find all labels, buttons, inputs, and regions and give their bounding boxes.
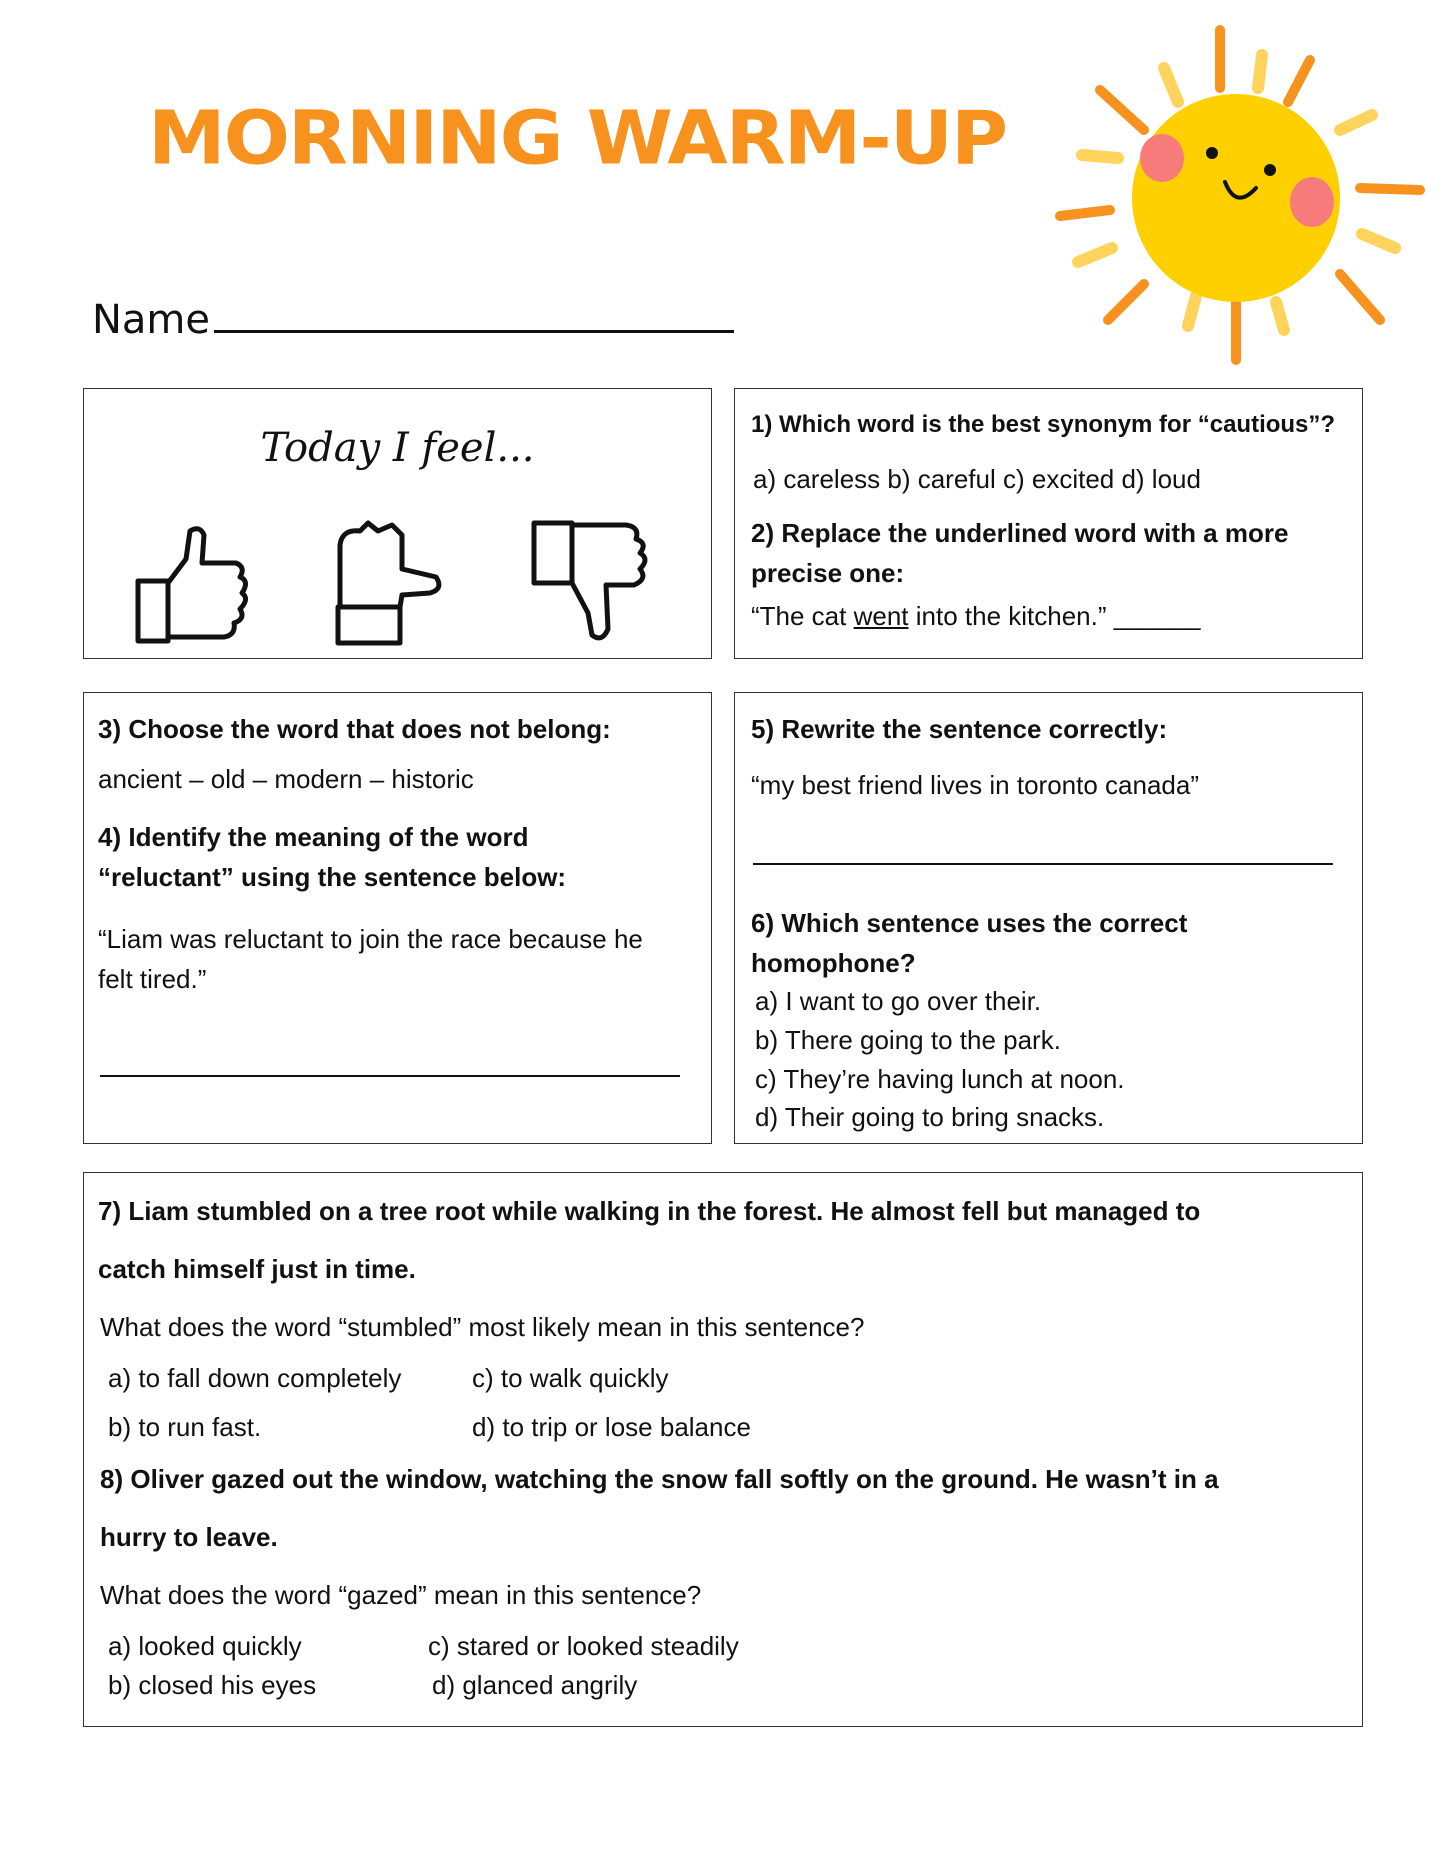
question-7-option-d[interactable]: d) to trip or lose balance bbox=[472, 1412, 751, 1442]
thumbs-up-icon[interactable] bbox=[134, 519, 264, 649]
underlined-word: went bbox=[853, 601, 909, 631]
question-4-line-1: 4) Identify the meaning of the word bbox=[98, 822, 529, 852]
question-3-words: ancient – old – modern – historic bbox=[98, 764, 474, 794]
question-box-1-2 bbox=[734, 388, 1363, 659]
feelings-title: Today I feel... bbox=[260, 425, 535, 471]
question-8-option-b[interactable]: b) closed his eyes bbox=[108, 1670, 317, 1700]
question-6-option-d[interactable]: d) Their going to bring snacks. bbox=[755, 1102, 1105, 1132]
question-5: 5) Rewrite the sentence correctly: bbox=[751, 714, 1168, 744]
thumbs-sideways-icon[interactable] bbox=[332, 519, 462, 649]
question-7-option-c[interactable]: c) to walk quickly bbox=[472, 1363, 669, 1393]
question-box-7-8 bbox=[83, 1172, 1363, 1727]
question-4-sentence-line-2: felt tired.” bbox=[98, 964, 207, 994]
question-box-3-4 bbox=[83, 692, 712, 1144]
question-5-sentence: “my best friend lives in toronto canada” bbox=[751, 770, 1199, 800]
question-7-option-a[interactable]: a) to fall down completely bbox=[108, 1363, 402, 1393]
question-7-option-b[interactable]: b) to run fast. bbox=[108, 1412, 262, 1442]
question-2-line-2: precise one: bbox=[751, 558, 905, 588]
sentence-end[interactable]: into the kitchen.” ______ bbox=[908, 601, 1201, 631]
question-7-prompt: What does the word “stumbled” most likely mean in this sentence? bbox=[100, 1312, 865, 1342]
question-1: 1) Which word is the best synonym for “cautious”? bbox=[751, 411, 1336, 438]
name-field[interactable] bbox=[92, 297, 734, 343]
question-8-option-d[interactable]: d) glanced angrily bbox=[432, 1670, 638, 1700]
worksheet-title: MORNING WARM-UP bbox=[148, 96, 1007, 182]
question-2-sentence bbox=[751, 596, 1201, 636]
question-8-option-a[interactable]: a) looked quickly bbox=[108, 1631, 302, 1661]
question-7-line-1: 7) Liam stumbled on a tree root while walking in the forest. He almost fell but managed to bbox=[98, 1196, 1201, 1226]
question-8-line-1: 8) Oliver gazed out the window, watching the snow fall softly on the ground. He wasn’t in a bbox=[100, 1464, 1219, 1494]
question-1-options: a) careless b) careful c) excited d) loud bbox=[753, 464, 1201, 494]
question-6-option-c[interactable]: c) They’re having lunch at noon. bbox=[755, 1064, 1125, 1094]
name-label: Name bbox=[92, 297, 211, 343]
question-6-line-2: homophone? bbox=[751, 948, 916, 978]
thumbs-down-icon[interactable] bbox=[530, 519, 660, 649]
question-4-line-2: “reluctant” using the sentence below: bbox=[98, 862, 567, 892]
question-6-option-b[interactable]: b) There going to the park. bbox=[755, 1025, 1061, 1055]
question-8-option-c[interactable]: c) stared or looked steadily bbox=[428, 1631, 739, 1661]
question-6-line-1: 6) Which sentence uses the correct bbox=[751, 908, 1188, 938]
question-box-5-6 bbox=[734, 692, 1363, 1144]
question-2-line-1: 2) Replace the underlined word with a more bbox=[751, 518, 1289, 548]
sentence-start: “The cat bbox=[751, 601, 854, 631]
question-7-line-2: catch himself just in time. bbox=[98, 1254, 416, 1284]
question-6-option-a[interactable]: a) I want to go over their. bbox=[755, 986, 1042, 1016]
sun-illustration bbox=[1040, 20, 1430, 380]
feelings-box bbox=[83, 388, 712, 659]
question-8-prompt: What does the word “gazed” mean in this sentence? bbox=[100, 1580, 702, 1610]
name-blank-line[interactable] bbox=[214, 329, 734, 333]
question-8-line-2: hurry to leave. bbox=[100, 1522, 278, 1552]
question-4-sentence-line-1: “Liam was reluctant to join the race because he bbox=[98, 924, 643, 954]
answer-line[interactable] bbox=[753, 863, 1333, 865]
question-3: 3) Choose the word that does not belong: bbox=[98, 714, 611, 744]
answer-line[interactable] bbox=[100, 1075, 680, 1077]
